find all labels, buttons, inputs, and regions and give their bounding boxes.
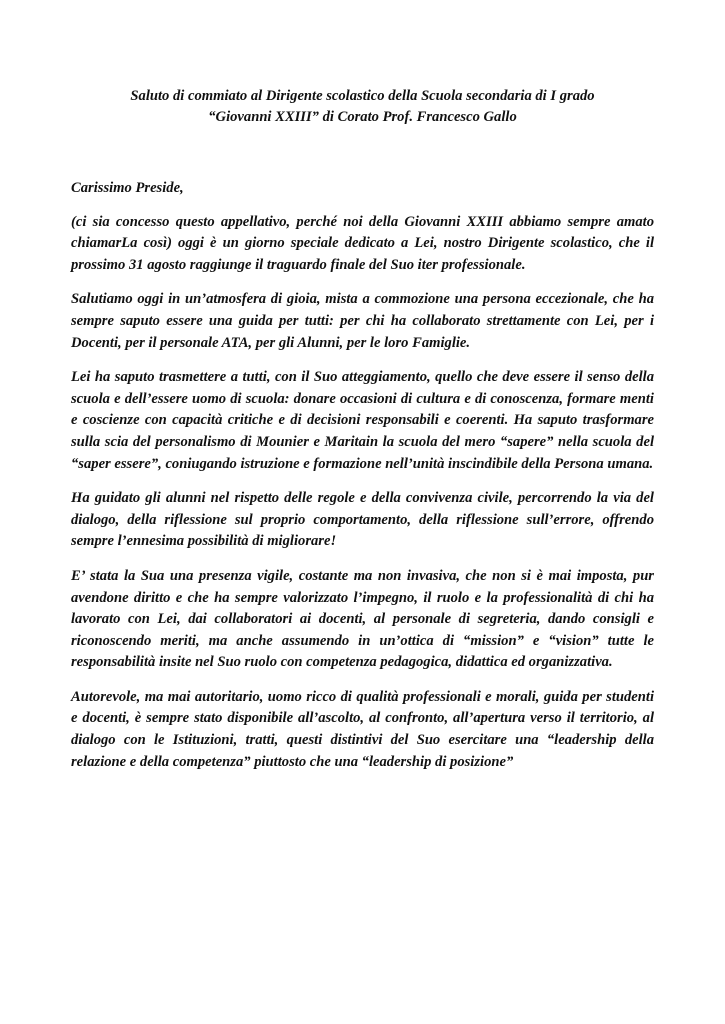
paragraph-3: Lei ha saputo trasmettere a tutti, con il Suo atteggiamento, quello che deve essere il senso della scuola e dell’essere uomo di scuola: donare occasioni di cultura e di conoscenza, formare menti e coscienze con capacità critiche e di decisioni responsabili e coerenti. Ha saputo trasformare sulla scia del personalismo di Mounier e Maritain la scuola del mero “sapere” nella scuola del “saper essere”, coniugando istruzione e formazione nell’unità inscindibile della Persona umana. — [71, 369, 654, 472]
paragraph-1: (ci sia concesso questo appellativo, perché noi della Giovanni XXIII abbiamo sempre amato chiamarLa così) oggi è un giorno speciale dedicato a Lei, nostro Dirigente scolastico, che il prossimo 31 agosto raggiunge il traguardo finale del Suo iter professionale. — [71, 213, 654, 273]
title-line-1: Saluto di commiato al Dirigente scolastico della Scuola secondaria di I grado — [130, 88, 595, 104]
paragraph-6: Autorevole, ma mai autoritario, uomo ricco di qualità professionali e morali, guida per studenti e docenti, è sempre stato disponibile all’ascolto, al confronto, all’apertura verso il territorio, al dialogo con le Istituzioni, tratti, questi distintivi del Suo esercitare una “leadership della relazione e della competenza” piuttosto che una “leadership di posizione” — [71, 688, 654, 770]
paragraph-2: Salutiamo oggi in un’atmosfera di gioia, mista a commozione una persona eccezionale, che ha sempre saputo essere una guida per tutti: per chi ha collaborato strettamente con Lei, per i Docenti, per il personale ATA, per gli Alunni, per le loro Famiglie. — [71, 291, 654, 351]
salutation: Carissimo Preside, — [71, 180, 184, 196]
document-title — [60, 86, 665, 128]
paragraph-4: Ha guidato gli alunni nel rispetto delle regole e della convivenza civile, percorrendo la via del dialogo, della riflessione sul proprio comportamento, della riflessione sull’errore, offrendo sempre l’ennesima possibilità di migliorare! — [71, 490, 654, 550]
paragraph-5: E’ stata la Sua una presenza vigile, costante ma non invasiva, che non si è mai imposta, pur avendone diritto e che ha sempre valorizzato l’impegno, il ruolo e la professionalità di chi ha lavorato con Lei, dai collaboratori ai docenti, al personale di segreteria, dando consigli e riconoscendo meriti, ma anche assumendo in un’ottica di “mission” e “vision” tutte le responsabilità insite nel Suo ruolo con competenza pedagogica, didattica ed organizzativa. — [71, 567, 654, 671]
title-line-2: “Giovanni XXIII” di Corato Prof. Francesco Gallo — [208, 109, 517, 125]
letter-body — [71, 178, 654, 786]
